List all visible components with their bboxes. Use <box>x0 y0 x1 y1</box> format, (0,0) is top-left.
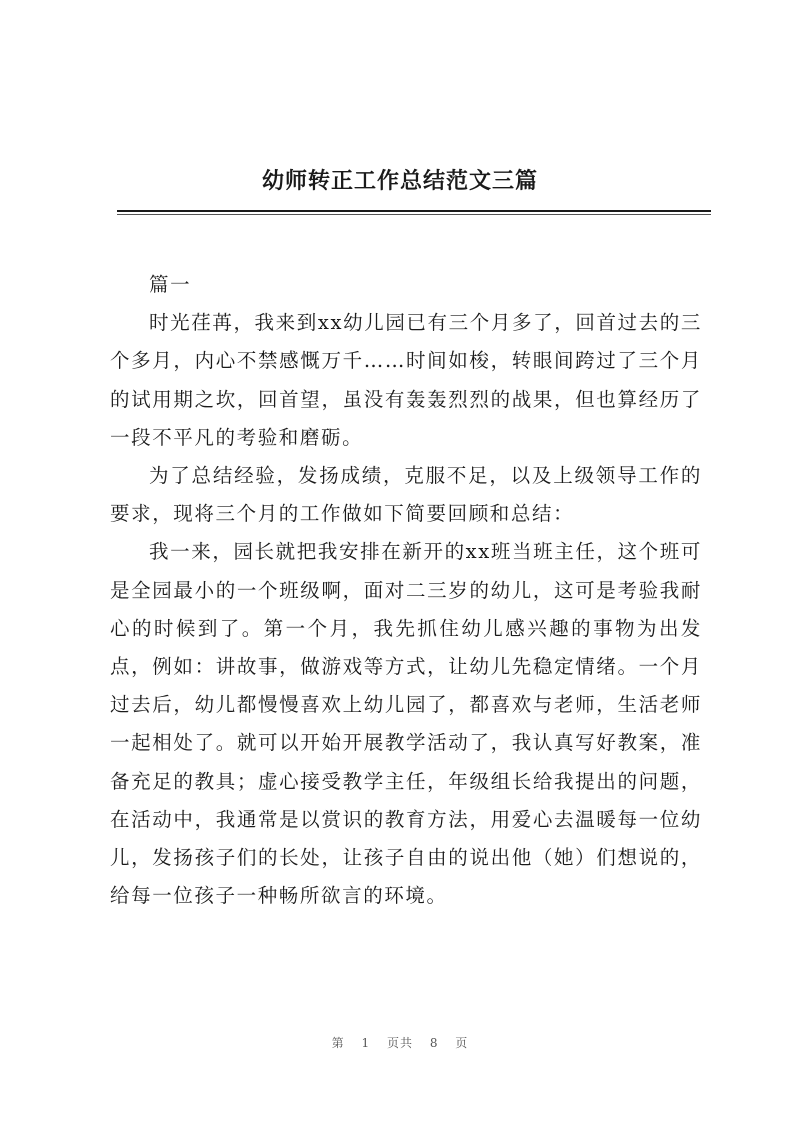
footer-prefix: 第 <box>331 1036 345 1050</box>
paragraph: 时光荏苒，我来到xx幼儿园已有三个月多了，回首过去的三个多月，内心不禁感慨万千……时间如梭，转眼间跨过了三个月的试用期之坎，回首望，虽没有轰轰烈烈的战果，但也算经历了一段不平凡的考验和磨砺。 <box>110 311 702 449</box>
document-body <box>110 266 702 915</box>
footer-total-pages: 8 <box>429 1036 439 1050</box>
title-divider <box>117 210 711 212</box>
paragraph: 我一来，园长就把我安排在新开的xx班当班主任，这个班可是全园最小的一个班级啊，面对二三岁的幼儿，这可是考验我耐心的时候到了。第一个月，我先抓住幼儿感兴趣的事物为出发点，例如：讲故事，做游戏等方式，让幼儿先稳定情绪。一个月过去后，幼儿都慢慢喜欢上幼儿园了，都喜欢与老师，生活老师一起相处了。就可以开始开展教学活动了，我认真写好教案，准备充足的教具；虚心接受教学主任，年级组长给我提出的问题，在活动中，我通常是以赏识的教育方法，用爱心去温暖每一位幼儿，发扬孩子们的长处，让孩子自由的说出他（她）们想说的，给每一位孩子一种畅所欲言的环境。 <box>110 540 702 908</box>
document-title: 幼师转正工作总结范文三篇 <box>261 169 538 194</box>
footer-suffix: 页 <box>455 1036 469 1050</box>
footer-page-number: 1 <box>361 1036 371 1050</box>
title-divider-thin <box>117 214 711 215</box>
page-footer <box>0 1034 800 1051</box>
section-heading: 篇一 <box>149 273 192 296</box>
footer-middle: 页共 <box>386 1036 413 1050</box>
paragraph: 为了总结经验，发扬成绩，克服不足，以及上级领导工作的要求，现将三个月的工作做如下简要回顾和总结： <box>110 464 702 526</box>
